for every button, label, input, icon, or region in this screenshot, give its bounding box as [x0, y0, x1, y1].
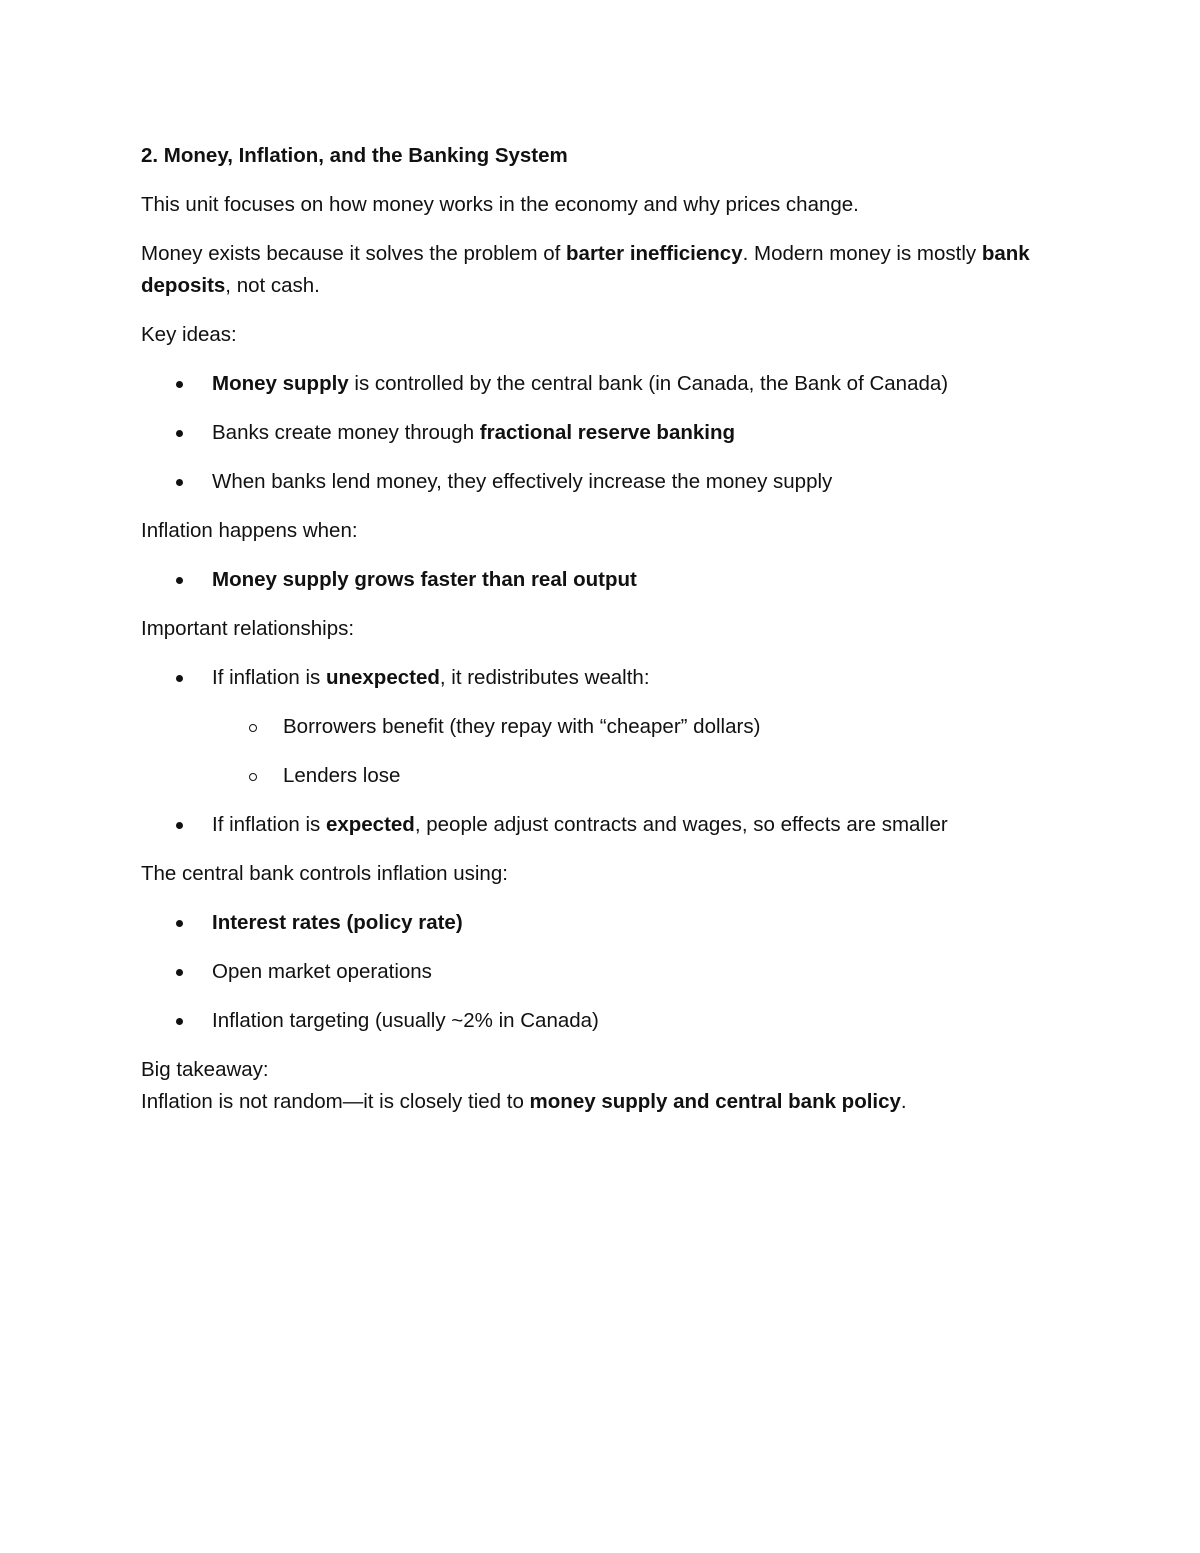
key-ideas-label: Key ideas:	[141, 323, 237, 346]
list-item	[141, 466, 1061, 498]
takeaway-bold-term: money supply and central bank policy	[529, 1090, 901, 1113]
central-bank-list	[141, 907, 1061, 1037]
list-item-text: is controlled by the central bank (in Canada, the Bank of Canada)	[348, 372, 949, 395]
list-item	[141, 907, 1061, 939]
list-item-text: If inflation is	[212, 813, 326, 836]
list-item	[141, 368, 1061, 400]
bullet-icon	[176, 430, 183, 437]
bullet-icon	[176, 1018, 183, 1025]
sub-list	[212, 711, 1061, 792]
sub-list-item	[212, 760, 1061, 792]
bullet-icon	[176, 969, 183, 976]
document-page	[141, 140, 1061, 1135]
hollow-bullet-icon	[249, 773, 257, 781]
bullet-icon	[176, 577, 183, 584]
list-item	[141, 417, 1061, 449]
relationships-list	[141, 662, 1061, 841]
list-item-text: When banks lend money, they effectively increase the money supply	[212, 470, 833, 493]
key-ideas-list	[141, 368, 1061, 498]
list-item-text: Banks create money through	[212, 421, 480, 444]
list-item	[141, 956, 1061, 988]
bullet-icon	[176, 920, 183, 927]
money-paragraph	[141, 238, 1061, 302]
list-item-text: Open market operations	[212, 960, 432, 983]
sub-list-item-text: Lenders lose	[283, 764, 401, 787]
takeaway-label: Big takeaway:	[141, 1058, 269, 1081]
section-heading: 2. Money, Inflation, and the Banking System	[141, 144, 568, 167]
money-text-3: , not cash.	[225, 274, 320, 297]
list-item-text: If inflation is	[212, 666, 326, 689]
bullet-icon	[176, 381, 183, 388]
list-item	[141, 1005, 1061, 1037]
central-bank-label: The central bank controls inflation using:	[141, 862, 508, 885]
expected-term: expected	[325, 813, 415, 836]
inflation-list	[141, 564, 1061, 596]
list-item-text: , it redistributes wealth:	[439, 666, 650, 689]
bullet-icon	[176, 479, 183, 486]
money-text-1: Money exists because it solves the problem of	[141, 242, 567, 265]
bullet-icon	[176, 675, 183, 682]
list-item-bold-text: Money supply grows faster than real output	[212, 568, 637, 591]
list-item	[141, 809, 1061, 841]
interest-rates-term: Interest rates (policy rate)	[212, 911, 463, 934]
takeaway-period: .	[900, 1090, 907, 1113]
takeaway-paragraph	[141, 1086, 1061, 1118]
bullet-icon	[176, 822, 183, 829]
list-item	[141, 662, 1061, 792]
money-supply-term: Money supply	[212, 372, 349, 395]
takeaway-text: Inflation is not random—it is closely tied to	[141, 1090, 530, 1113]
unexpected-term: unexpected	[325, 666, 440, 689]
sub-list-item	[212, 711, 1061, 743]
list-item-text: , people adjust contracts and wages, so effects are smaller	[414, 813, 948, 836]
inflation-label: Inflation happens when:	[141, 519, 358, 542]
hollow-bullet-icon	[249, 724, 257, 732]
list-item	[141, 564, 1061, 596]
sub-list-item-text: Borrowers benefit (they repay with “cheaper” dollars)	[283, 715, 761, 738]
money-text-2: . Modern money is mostly	[742, 242, 982, 265]
bank-deposits-term: bank deposits	[141, 242, 1030, 297]
barter-inefficiency-term: barter inefficiency	[566, 242, 743, 265]
relationships-label: Important relationships:	[141, 617, 355, 640]
fractional-reserve-term: fractional reserve banking	[479, 421, 736, 444]
intro-paragraph: This unit focuses on how money works in the economy and why prices change.	[141, 193, 859, 216]
list-item-text: Inflation targeting (usually ~2% in Canada)	[212, 1009, 599, 1032]
